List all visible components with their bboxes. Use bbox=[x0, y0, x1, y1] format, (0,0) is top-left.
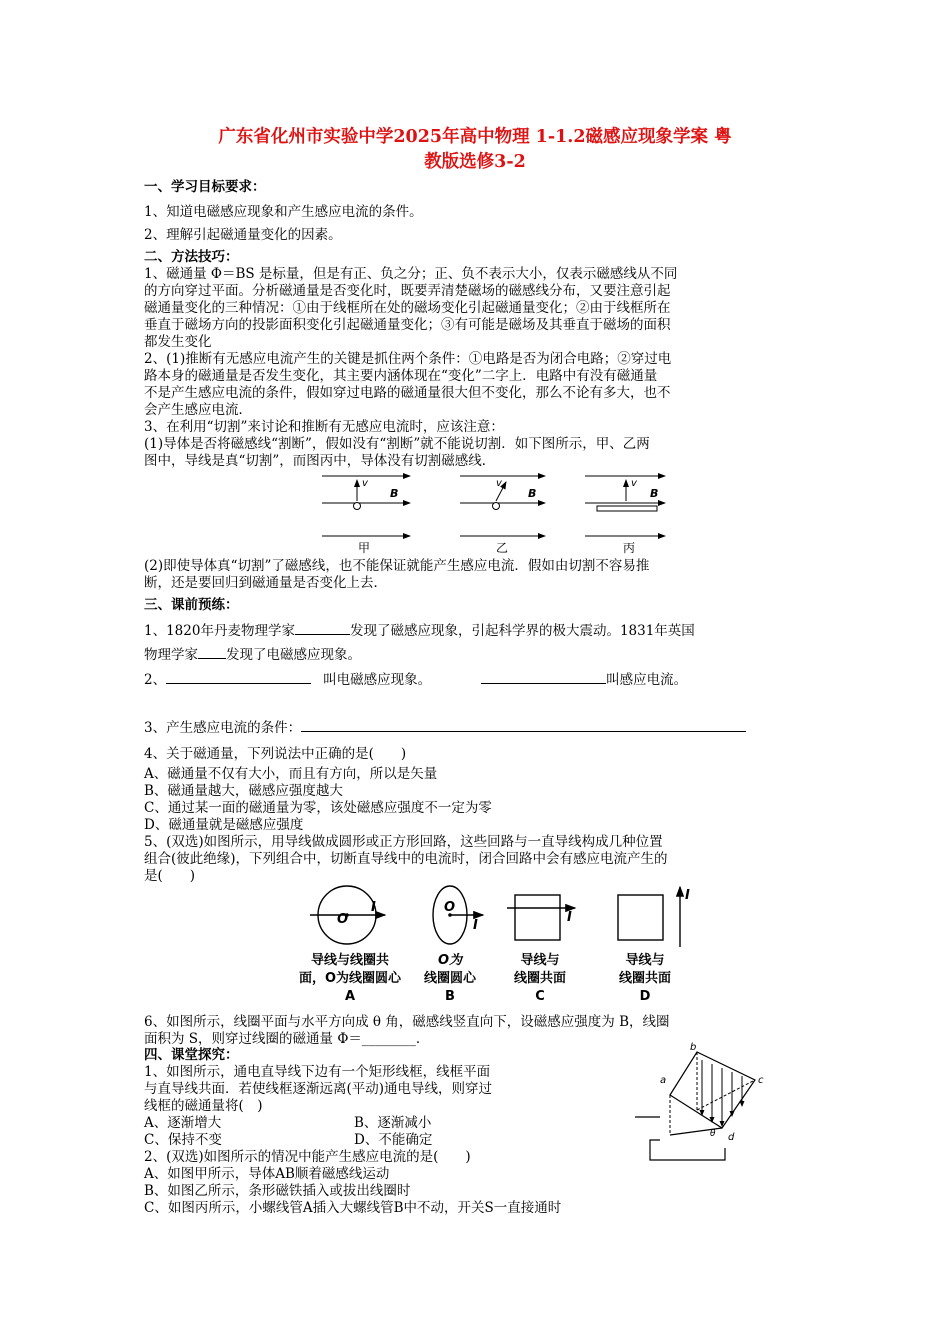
explore-q1-line: 1、如图所示，通电直导线下边有一个矩形线框，线框平面 bbox=[144, 1064, 491, 1080]
explore-q1-line: 线框的磁通量将( ) bbox=[144, 1098, 263, 1114]
option-b-caption: O为 线圈圆心 B bbox=[423, 953, 476, 1004]
q1-text: 1、1820年丹麦物理学家 bbox=[144, 623, 295, 639]
q1-text: 发现了磁感应现象，引起科学界的极大震动。1831年英国 bbox=[349, 623, 695, 639]
q2-option: B、如图乙所示，条形磁铁插入或拔出线圈时 bbox=[144, 1183, 411, 1199]
q4-option: D、磁通量就是磁感应强度 bbox=[144, 817, 304, 833]
tilted-coil-figure bbox=[630, 1040, 780, 1165]
q6-line: 6、如图所示，线圈平面与水平方向成 θ 角，磁感线竖直向下，设磁感应强度为 B，线圈 bbox=[144, 1014, 670, 1030]
method-line: 路本身的磁通量是否发生变化，其主要内涵体现在“变化”二字上．电路中有没有磁通量 bbox=[144, 368, 658, 384]
goal-item-2: 2、理解引起磁通量变化的因素。 bbox=[144, 227, 342, 243]
method-line: 都发生变化 bbox=[144, 334, 212, 350]
q5-line: 5、(双选)如图所示，用导线做成圆形或正方形回路，这些回路与一直导线构成几种位置 bbox=[144, 834, 663, 850]
q4-option: B、磁通量越大，磁感应强度越大 bbox=[144, 783, 343, 799]
preview-q3 bbox=[144, 720, 746, 736]
q5-line: 是( ) bbox=[144, 868, 196, 884]
svg-text:I: I bbox=[567, 910, 572, 925]
svg-text:I: I bbox=[473, 918, 478, 933]
velocity-label: v bbox=[631, 478, 637, 489]
section-heading-preview: 三、课前预练： bbox=[144, 597, 239, 613]
explore-q2: 2、(双选)如图所示的情况中能产生感应电流的是( ) bbox=[144, 1149, 471, 1165]
q5-line: 组合(彼此绝缘)，下列组合中，切断直导线中的电流时，闭合回路中会有感应电流产生的 bbox=[144, 851, 668, 867]
figure-caption-yi: 乙 bbox=[496, 541, 509, 555]
svg-text:O: O bbox=[337, 912, 349, 927]
option-c-caption: 导线与 线圈共面 C bbox=[513, 953, 566, 1004]
q2-text: 叫电磁感应现象。 bbox=[323, 672, 432, 688]
q1-text: 物理学家 bbox=[144, 647, 198, 663]
svg-text:O: O bbox=[444, 900, 456, 915]
field-label: B bbox=[528, 487, 537, 500]
field-label: B bbox=[650, 487, 659, 500]
section-heading-explore: 四、课堂探究： bbox=[144, 1047, 239, 1063]
svg-text:a: a bbox=[660, 1075, 667, 1086]
method-line: 图中，导线是真“切割”，而图丙中，导体没有切割磁感线． bbox=[144, 453, 496, 469]
q6-line: 面积为 S，则穿过线圈的磁通量 Φ＝________． bbox=[144, 1031, 430, 1047]
section-heading-goals: 一、学习目标要求： bbox=[144, 179, 266, 195]
svg-text:b: b bbox=[690, 1042, 697, 1053]
title-line-1: 广东省化州市实验中学2025年高中物理 1-1.2磁感应现象学案 粤 bbox=[218, 127, 732, 147]
method-line: 会产生感应电流． bbox=[144, 402, 252, 418]
answer-blank[interactable] bbox=[301, 731, 746, 732]
q2-option: C、如图丙所示，小螺线管A插入大螺线管B中不动，开关S一直接通时 bbox=[144, 1200, 562, 1216]
method-line: 垂直于磁场方向的投影面积变化引起磁通量变化；③有可能是磁场及其垂直于磁场的面积 bbox=[144, 317, 671, 333]
goal-item-1: 1、知道电磁感应现象和产生感应电流的条件。 bbox=[144, 204, 423, 220]
method-line: 3、在利用“切割”来讨论和推断有无感应电流时，应该注意： bbox=[144, 419, 504, 435]
velocity-label: v bbox=[496, 478, 502, 489]
q1-options-row: C、保持不变 D、不能确定 bbox=[144, 1132, 433, 1148]
answer-blank[interactable] bbox=[481, 683, 606, 684]
document-title bbox=[140, 125, 810, 175]
section-heading-methods: 二、方法技巧： bbox=[144, 249, 239, 265]
svg-text:I: I bbox=[685, 888, 690, 903]
svg-text:d: d bbox=[728, 1132, 735, 1143]
loop-figure bbox=[305, 883, 705, 951]
method-line: 不是产生感应电流的条件，假如穿过电路的磁通量很大但不变化，那么不论有多大，也不 bbox=[144, 385, 671, 401]
preview-q1-line2 bbox=[144, 647, 361, 663]
method-line: (2)即使导体真“切割”了磁感线，也不能保证就能产生感应电流．假如由切割不容易推 bbox=[144, 558, 650, 574]
field-label: B bbox=[390, 487, 399, 500]
method-line: (1)导体是否将磁感线“割断”，假如没有“割断”就不能说切割．如下图所示，甲、乙两 bbox=[144, 436, 650, 452]
method-line: 断，还是要回归到磁通量是否变化上去． bbox=[144, 575, 387, 591]
velocity-label: v bbox=[362, 478, 368, 489]
q1-text: 发现了电磁感应现象。 bbox=[226, 647, 361, 663]
q4-option: A、磁通量不仅有大小，而且有方向，所以是矢量 bbox=[144, 766, 438, 782]
method-line: 的方向穿过平面。分析磁通量是否变化时，既要弄清楚磁场的磁感线分布，又要注意引起 bbox=[144, 283, 671, 299]
figure-caption-bing: 丙 bbox=[623, 541, 636, 555]
method-line: 2、(1)推断有无感应电流产生的关键是抓住两个条件：①电路是否为闭合电路；②穿过电 bbox=[144, 351, 672, 367]
preview-q2 bbox=[144, 672, 687, 688]
explore-q1-line: 与直导线共面．若使线框逐渐远离(平动)通电导线，则穿过 bbox=[144, 1081, 493, 1097]
q2-text: 2、 bbox=[144, 672, 167, 688]
svg-text:I: I bbox=[371, 900, 376, 915]
preview-q4: 4、关于磁通量，下列说法中正确的是( ) bbox=[144, 746, 407, 762]
q4-option: C、通过某一面的磁通量为零，该处磁感应强度不一定为零 bbox=[144, 800, 492, 816]
option-a-caption: 导线与线圈共 面，O为线圈圆心 A bbox=[298, 953, 402, 1004]
answer-blank[interactable] bbox=[198, 658, 226, 659]
q1-options-row: A、逐渐增大 B、逐渐减小 bbox=[144, 1115, 432, 1131]
svg-text:c: c bbox=[758, 1075, 764, 1086]
q2-text: 叫感应电流。 bbox=[606, 672, 688, 688]
method-line: 1、磁通量 Φ＝BS 是标量，但是有正、负之分；正、负不表示大小，仅表示磁感线从不同 bbox=[144, 266, 678, 282]
figure-caption-jia: 甲 bbox=[358, 541, 371, 555]
preview-q1-line1 bbox=[144, 623, 695, 639]
svg-text:θ: θ bbox=[710, 1129, 716, 1139]
answer-blank[interactable] bbox=[166, 683, 311, 684]
option-d-caption: 导线与 线圈共面 D bbox=[618, 953, 671, 1004]
q3-text: 3、产生感应电流的条件： bbox=[144, 720, 302, 736]
method-line: 磁通量变化的三种情况：①由于线框所在处的磁场变化引起磁通量变化；②由于线框所在 bbox=[144, 300, 671, 316]
answer-blank[interactable] bbox=[295, 634, 350, 635]
q2-option: A、如图甲所示，导体AB顺着磁感线运动 bbox=[144, 1166, 390, 1182]
title-line-2: 教版选修3-2 bbox=[424, 152, 526, 172]
cutting-figure bbox=[310, 468, 680, 558]
